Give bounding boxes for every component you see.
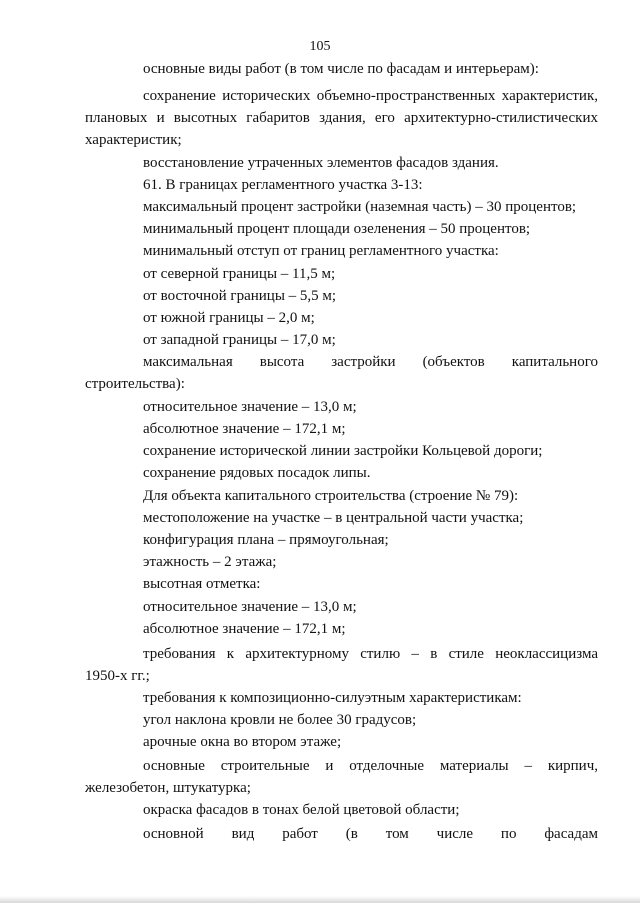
text-line: сохранение исторических объемно-пространственных характеристик, <box>143 88 598 104</box>
text-line: требования к архитектурному стилю – в стиле неоклассицизма <box>143 646 598 662</box>
text-line: максимальный процент застройки (наземная часть) – 30 процентов; <box>143 199 577 215</box>
section-heading: 61. В границах регламентного участка 3-13: <box>143 177 423 193</box>
text-line: сохранение исторической линии застройки Кольцевой дороги; <box>143 443 543 459</box>
text-line: этажность – 2 этажа; <box>143 554 277 570</box>
text-line: относительное значение – 13,0 м; <box>143 399 357 415</box>
text-line: строительства): <box>85 376 185 392</box>
text-line: угол наклона кровли не более 30 градусов; <box>143 712 417 728</box>
text-line: характеристик; <box>85 132 182 148</box>
text-line: восстановление утраченных элементов фасадов здания. <box>143 155 499 171</box>
text-line: основные строительные и отделочные материалы – кирпич, <box>143 758 598 774</box>
page-number: 105 <box>309 39 331 54</box>
text-line: минимальный отступ от границ регламентного участка: <box>143 243 499 259</box>
text-line: сохранение рядовых посадок липы. <box>143 465 371 481</box>
scan-edge-shadow <box>0 896 640 903</box>
text-line: окраска фасадов в тонах белой цветовой области; <box>143 802 460 818</box>
text-line: абсолютное значение – 172,1 м; <box>143 621 346 637</box>
text-line: от западной границы – 17,0 м; <box>143 332 336 348</box>
text-line: конфигурация плана – прямоугольная; <box>143 532 389 548</box>
text-line: требования к композиционно-силуэтным характеристикам: <box>143 690 522 706</box>
text-line: арочные окна во втором этаже; <box>143 734 342 750</box>
text-line: высотная отметка: <box>143 576 261 592</box>
text-line: абсолютное значение – 172,1 м; <box>143 421 346 437</box>
text-line: относительное значение – 13,0 м; <box>143 599 357 615</box>
text-line: минимальный процент площади озеленения – 50 процентов; <box>143 221 531 237</box>
text-line: максимальная высота застройки (объектов капитального <box>143 354 598 370</box>
text-line: от восточной границы – 5,5 м; <box>143 288 337 304</box>
text-line: основной вид работ (в том числе по фасадам <box>143 826 598 842</box>
text-line: 1950-х гг.; <box>85 668 150 684</box>
text-line: основные виды работ (в том числе по фасадам и интерьерам): <box>143 61 539 77</box>
text-line: железобетон, штукатурка; <box>85 780 251 796</box>
text-line: от северной границы – 11,5 м; <box>143 266 336 282</box>
text-line: местоположение на участке – в центральной части участка; <box>143 510 524 526</box>
text-line: от южной границы – 2,0 м; <box>143 310 315 326</box>
text-line: Для объекта капитального строительства (строение № 79): <box>143 488 519 504</box>
text-line: плановых и высотных габаритов здания, его архитектурно-стилистических <box>85 110 598 126</box>
